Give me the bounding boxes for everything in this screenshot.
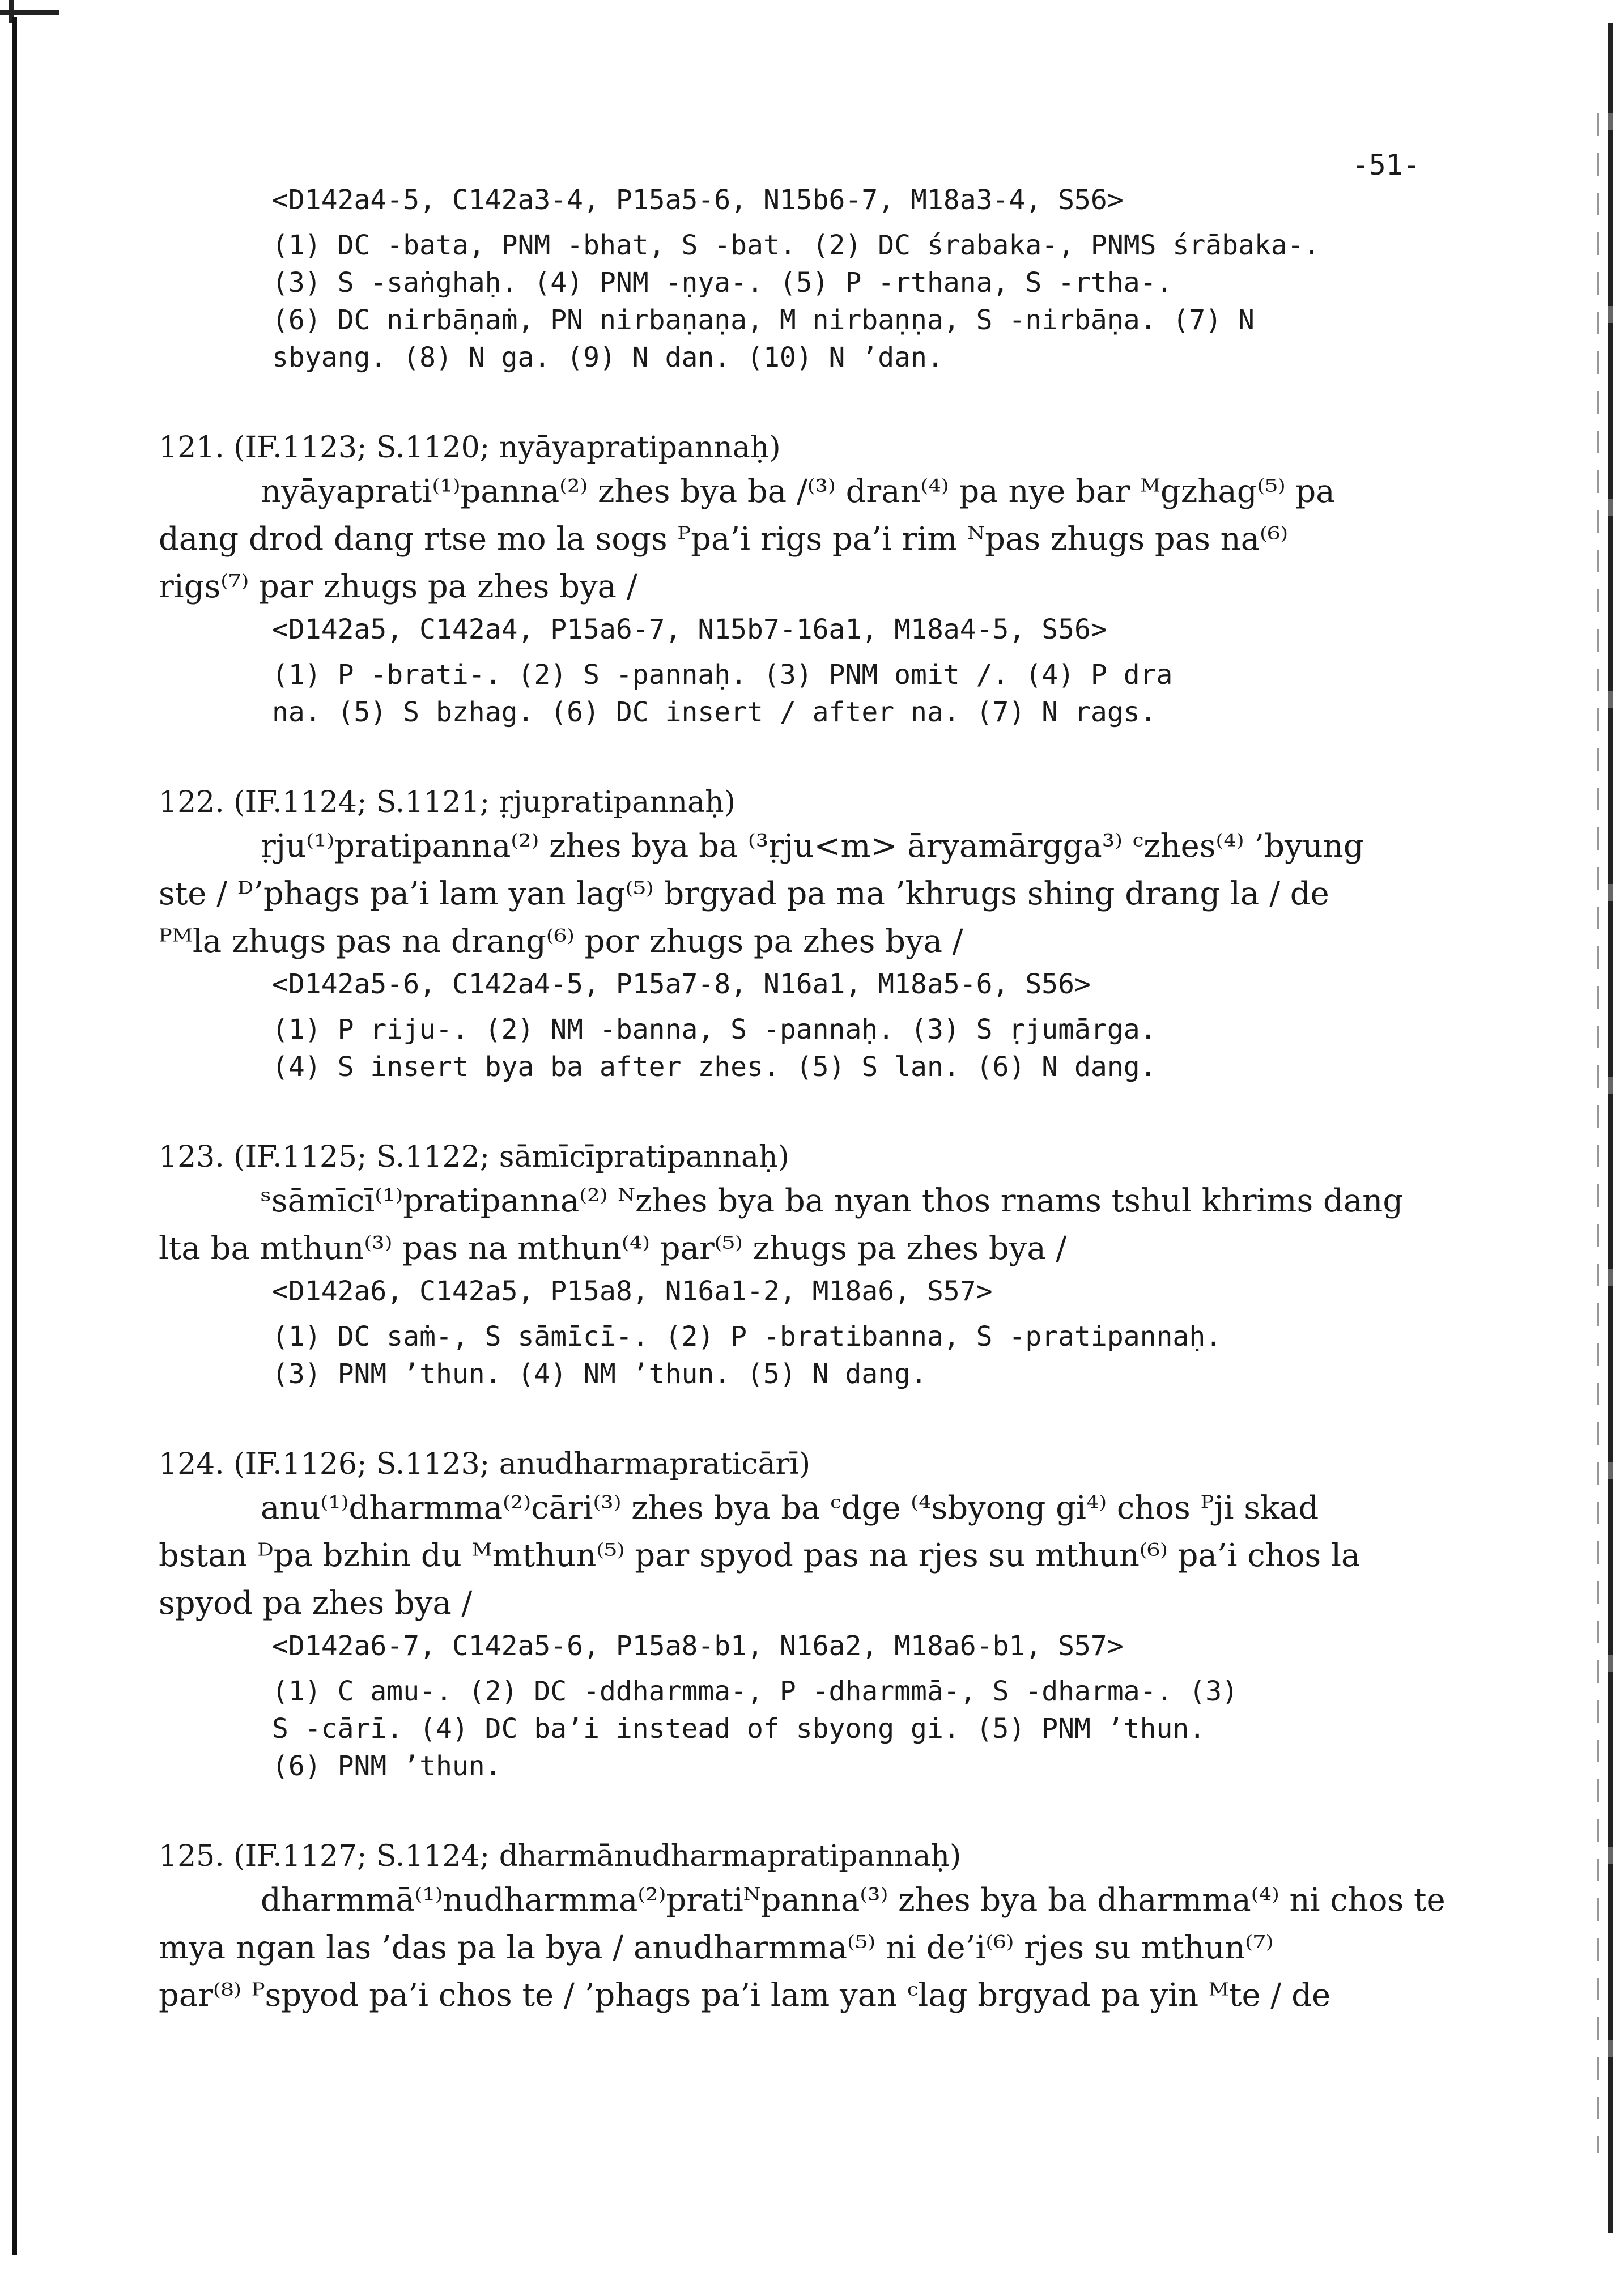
page-number: -51- bbox=[1351, 148, 1420, 181]
intro-note-line: (6) DC nirbāṇaṁ, PN nirbaṇaṇa, M nirbaṇṇa, S -nirbāṇa. (7) N bbox=[272, 304, 1255, 336]
entry-body-line: lta ba mthun⁽³⁾ pas na mthun⁽⁴⁾ par⁽⁵⁾ zhugs pa zhes bya / bbox=[159, 1230, 1067, 1267]
entry-body-line: dang drod dang rtse mo la sogs ᴾpa’i rigs pa’i rim ᴺpas zhugs pas na⁽⁶⁾ bbox=[159, 521, 1289, 558]
entry-body-line: ˢsāmīcī⁽¹⁾pratipanna⁽²⁾ ᴺzhes bya ba nyan thos rnams tshul khrims dang bbox=[261, 1183, 1404, 1219]
entry-note-line: (1) C amu-. (2) DC -ddharmma-, P -dharmmā-, S -dharma-. (3) bbox=[272, 1676, 1239, 1707]
entry-123 bbox=[159, 1137, 1428, 1393]
entry-body-line: ᴾᴹla zhugs pas na drang⁽⁶⁾ por zhugs pa zhes bya / bbox=[159, 923, 963, 960]
entry-note-line: (1) P riju-. (2) NM -banna, S -pannaḥ. (3) S ṛjumārga. bbox=[272, 1014, 1157, 1045]
entry-121 bbox=[159, 427, 1428, 731]
entry-sigla: <D142a5-6, C142a4-5, P15a7-8, N16a1, M18a5-6, S56> bbox=[272, 968, 1091, 1000]
entry-note-line: (3) PNM ’thun. (4) NM ’thun. (5) N dang. bbox=[272, 1358, 927, 1390]
entry-body-line: dharmmā⁽¹⁾nudharmma⁽²⁾pratiᴺpanna⁽³⁾ zhes bya ba dharmma⁽⁴⁾ ni chos te bbox=[261, 1882, 1446, 1919]
entry-note-line: (4) S insert bya ba after zhes. (5) S lan. (6) N dang. bbox=[272, 1051, 1157, 1083]
scan-corner-mark bbox=[0, 0, 62, 34]
entry-body-line: bstan ᴰpa bzhin du ᴹmthun⁽⁵⁾ par spyod pas na rjes su mthun⁽⁶⁾ pa’i chos la bbox=[159, 1537, 1361, 1574]
entry-124 bbox=[159, 1444, 1428, 1785]
intro-note-line: sbyang. (8) N ga. (9) N dan. (10) N ’dan. bbox=[272, 342, 943, 373]
entry-body-line: ste / ᴰ’phags pa’i lam yan lag⁽⁵⁾ brgyad pa ma ’khrugs shing drang la / de bbox=[159, 875, 1329, 912]
entry-body-line: ṛju⁽¹⁾pratipanna⁽²⁾ zhes bya ba ⁽³ṛju<m> āryamārgga³⁾ ᶜzhes⁽⁴⁾ ’byung bbox=[261, 828, 1364, 865]
entry-header: 125. (IF.1127; S.1124; dharmānudharmapratipannaḥ) bbox=[159, 1839, 962, 1873]
entry-header: 121. (IF.1123; S.1120; nyāyapratipannaḥ) bbox=[159, 431, 781, 465]
entry-header: 124. (IF.1126; S.1123; anudharmapraticārī) bbox=[159, 1447, 811, 1481]
entry-sigla: <D142a6-7, C142a5-6, P15a8-b1, N16a2, M18a6-b1, S57> bbox=[272, 1630, 1124, 1662]
intro-note-line: (1) DC -bata, PNM -bhat, S -bat. (2) DC śrabaka-, PNMS śrābaka-. bbox=[272, 229, 1320, 261]
entry-note-line: (1) DC saṁ-, S sāmīcī-. (2) P -bratibanna, S -pratipannaḥ. bbox=[272, 1321, 1222, 1353]
entry-note-line: na. (5) S bzhag. (6) DC insert / after na. (7) N rags. bbox=[272, 696, 1157, 728]
scan-right-edge bbox=[1608, 23, 1613, 2233]
scan-right-edge-faint bbox=[1597, 113, 1599, 2153]
intro-note-line: (3) S -saṅghaḥ. (4) PNM -ṇya-. (5) P -rthana, S -rtha-. bbox=[272, 267, 1173, 299]
entry-header: 122. (IF.1124; S.1121; ṛjupratipannaḥ) bbox=[159, 785, 736, 819]
entry-body-line: anu⁽¹⁾dharmma⁽²⁾cāri⁽³⁾ zhes bya ba ᶜdge ⁽⁴sbyong gi⁴⁾ chos ᴾji skad bbox=[261, 1490, 1319, 1527]
entry-note-line: (6) PNM ’thun. bbox=[272, 1750, 501, 1782]
entry-header: 123. (IF.1125; S.1122; sāmīcīpratipannaḥ) bbox=[159, 1140, 789, 1174]
entry-125 bbox=[159, 1836, 1446, 2019]
entry-body-line: spyod pa zhes bya / bbox=[159, 1585, 473, 1622]
entry-note-line: S -cārī. (4) DC ba’i instead of sbyong gi. (5) PNM ’thun. bbox=[272, 1713, 1206, 1745]
page-content bbox=[159, 181, 1446, 2019]
entry-note-line: (1) P -brati-. (2) S -pannaḥ. (3) PNM omit /. (4) P dra bbox=[272, 659, 1173, 691]
entry-body-line: par⁽⁸⁾ ᴾspyod pa’i chos te / ’phags pa’i lam yan ᶜlag brgyad pa yin ᴹte / de bbox=[159, 1977, 1331, 2014]
intro-sigla: <D142a4-5, C142a3-4, P15a5-6, N15b6-7, M18a3-4, S56> bbox=[272, 184, 1124, 216]
entry-122 bbox=[159, 782, 1428, 1086]
entry-body-line: nyāyaprati⁽¹⁾panna⁽²⁾ zhes bya ba /⁽³⁾ dran⁽⁴⁾ pa nye bar ᴹgzhag⁽⁵⁾ pa bbox=[261, 473, 1335, 510]
scan-left-edge bbox=[12, 17, 17, 2255]
entry-sigla: <D142a6, C142a5, P15a8, N16a1-2, M18a6, S57> bbox=[272, 1275, 993, 1307]
entry-sigla: <D142a5, C142a4, P15a6-7, N15b7-16a1, M18a4-5, S56> bbox=[272, 614, 1107, 645]
entry-body-line: mya ngan las ’das pa la bya / anudharmma⁽⁵⁾ ni de’i⁽⁶⁾ rjes su mthun⁽⁷⁾ bbox=[159, 1929, 1274, 1966]
entry-body-line: rigs⁽⁷⁾ par zhugs pa zhes bya / bbox=[159, 568, 637, 605]
